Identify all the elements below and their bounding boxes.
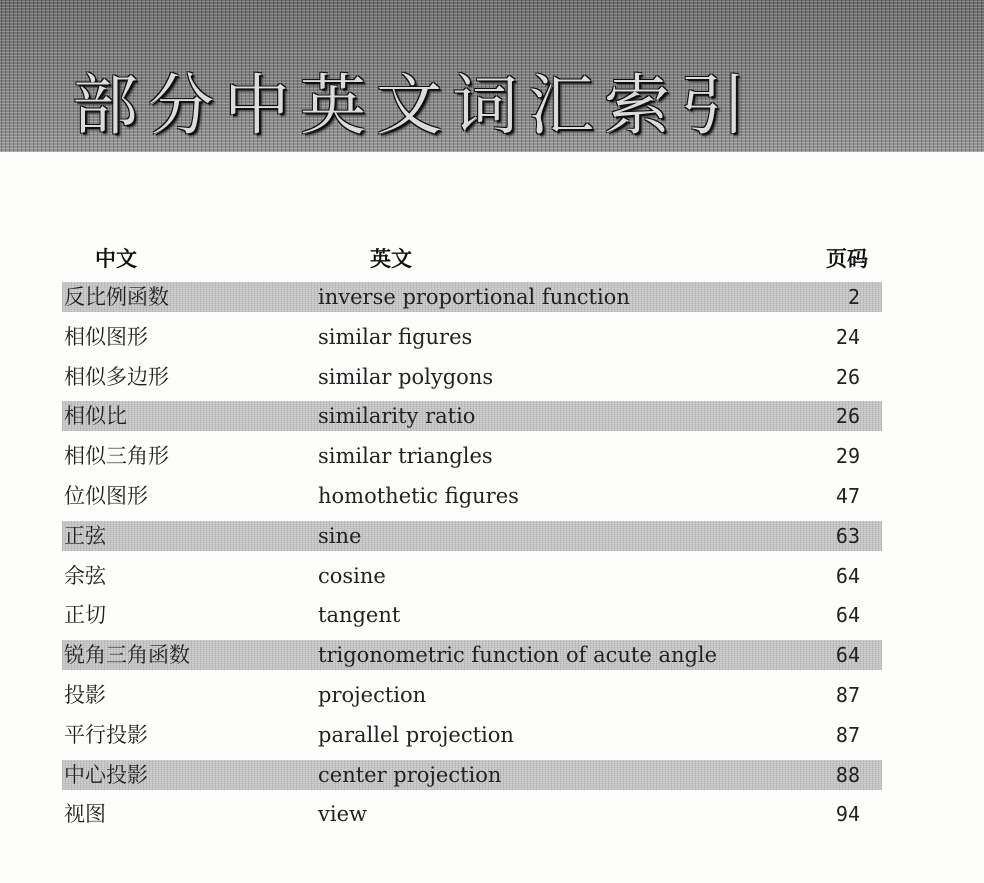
english-term: center projection (318, 762, 502, 787)
chinese-term: 中心投影 (64, 762, 148, 787)
page-number: 87 (835, 722, 860, 747)
table-row (62, 521, 882, 551)
column-header-page: 页码 (826, 247, 868, 271)
table-row (62, 799, 882, 829)
english-term: sine (318, 523, 362, 548)
chinese-term: 位似图形 (64, 484, 148, 508)
chinese-term: 相似多边形 (64, 364, 169, 389)
page-number: 94 (835, 802, 860, 827)
title-banner (0, 0, 984, 152)
chinese-term: 投影 (64, 683, 106, 707)
table-row (62, 282, 882, 312)
table-row (62, 600, 882, 630)
page-number: 47 (835, 484, 860, 508)
english-term: inverse proportional function (318, 285, 630, 309)
english-term: tangent (318, 603, 401, 628)
table-row (62, 401, 882, 431)
page-number: 26 (835, 404, 860, 429)
table-row (62, 640, 882, 670)
table-row (62, 720, 882, 750)
english-term: projection (318, 683, 427, 707)
english-term: similar triangles (318, 444, 493, 469)
english-term: cosine (318, 563, 386, 588)
chinese-term: 余弦 (64, 563, 106, 588)
chinese-term: 平行投影 (64, 722, 148, 747)
english-term: homothetic figures (318, 484, 519, 508)
chinese-term: 反比例函数 (64, 285, 169, 309)
table-row (62, 441, 882, 471)
chinese-term: 相似图形 (64, 324, 148, 349)
table-row (62, 362, 882, 392)
english-term: similar polygons (318, 364, 494, 389)
page-number: 26 (835, 364, 860, 389)
chinese-term: 锐角三角函数 (64, 643, 190, 668)
english-term: similarity ratio (318, 404, 476, 429)
english-term: similar figures (318, 324, 473, 349)
page-number: 87 (835, 683, 860, 707)
page-number: 29 (835, 444, 860, 469)
page-number: 64 (835, 643, 860, 668)
page-number: 63 (835, 523, 860, 548)
english-term: parallel projection (318, 722, 514, 747)
table-row (62, 481, 882, 511)
page-number: 24 (835, 324, 860, 349)
page-number: 64 (835, 563, 860, 588)
chinese-term: 视图 (64, 802, 106, 827)
table-row (62, 680, 882, 710)
english-term: trigonometric function of acute angle (318, 643, 718, 668)
table-row (62, 760, 882, 790)
english-term: view (318, 802, 367, 827)
chinese-term: 相似三角形 (64, 444, 169, 469)
column-header-chinese: 中文 (95, 247, 137, 271)
page-title: 部分中英文词汇索引 (72, 67, 756, 144)
table-row (62, 322, 882, 352)
chinese-term: 相似比 (64, 404, 127, 429)
page-number: 2 (847, 285, 860, 309)
chinese-term: 正切 (64, 603, 106, 628)
column-header-english: 英文 (370, 247, 412, 271)
table-row (62, 561, 882, 591)
page-number: 88 (835, 762, 860, 787)
chinese-term: 正弦 (64, 523, 106, 548)
page-number: 64 (835, 603, 860, 628)
